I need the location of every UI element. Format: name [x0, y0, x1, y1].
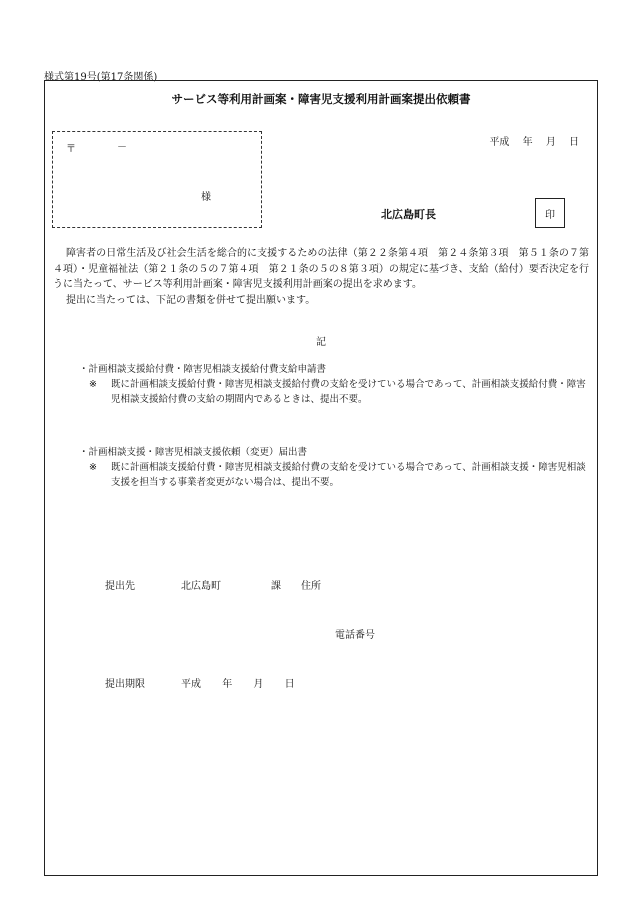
item-note	[89, 377, 587, 407]
issue-date	[479, 133, 579, 148]
body-paragraph-2: 提出に当たっては、下記の書類を併せて提出願います。	[66, 294, 316, 306]
document-frame	[44, 80, 598, 876]
destination-address-label: 住所	[301, 581, 321, 592]
ki-heading: 記	[316, 337, 326, 348]
body-paragraph-1: 障害者の日常生活及び社会生活を総合的に支援するための法律（第２２条第４項 第２４条第３項 第５１条の７第４項）・児童福祉法（第２１条の５の７第４項 第２１条の５の８第３項）の規定に基づき、支給（給付）要否決定を行うに当たって、サービス等利用計画案・障害児支援利用計画案の提出を求めます。	[53, 248, 589, 290]
note-mark: ※	[89, 379, 97, 390]
required-document-item	[79, 445, 587, 490]
deadline-era: 平成	[181, 679, 201, 690]
item-note	[89, 460, 587, 490]
destination-section: 課	[271, 581, 281, 592]
document-title: サービス等利用計画案・障害児支援利用計画案提出依頼書	[171, 92, 471, 106]
seal-box: 印	[535, 198, 565, 228]
deadline-label: 提出期限	[105, 679, 145, 690]
recipient-address-box	[52, 131, 262, 228]
required-document-item	[79, 362, 587, 407]
request-body	[53, 246, 589, 308]
deadline-month: 月	[253, 679, 264, 690]
destination-label: 提出先	[105, 581, 135, 592]
recipient-honorific: 様	[201, 192, 211, 203]
deadline-date	[181, 675, 313, 690]
note-text: 既に計画相談支援給付費・障害児相談支援給付費の支給を受けている場合であって、計画相談支援・障害児相談支援を担当する事業者変更がない場合は、提出不要。	[111, 462, 586, 488]
date-month: 月	[545, 137, 556, 148]
note-text: 既に計画相談支援給付費・障害児相談支援給付費の支給を受けている場合であって、計画相談支援給付費・障害児相談支援給付費の支給の期間内であるときは、提出不要。	[111, 379, 586, 405]
form-number: 様式第19号(第17条関係)	[44, 72, 158, 83]
date-era: 平成	[489, 137, 510, 148]
phone-label: 電話番号	[335, 630, 375, 641]
item-heading: ・計画相談支援・障害児相談支援依頼（変更）届出書	[79, 447, 308, 458]
postal-mark-icon: 〒	[66, 144, 76, 155]
issuer-name: 北広島町長	[381, 208, 436, 221]
postal-code-separator: －	[117, 142, 127, 153]
note-mark: ※	[89, 462, 97, 473]
date-year: 年	[522, 137, 533, 148]
deadline-day: 日	[284, 679, 295, 690]
destination-town: 北広島町	[181, 581, 221, 592]
date-day: 日	[569, 137, 579, 148]
item-heading: ・計画相談支援給付費・障害児相談支援給付費支給申請書	[79, 364, 327, 375]
deadline-year: 年	[222, 679, 233, 690]
